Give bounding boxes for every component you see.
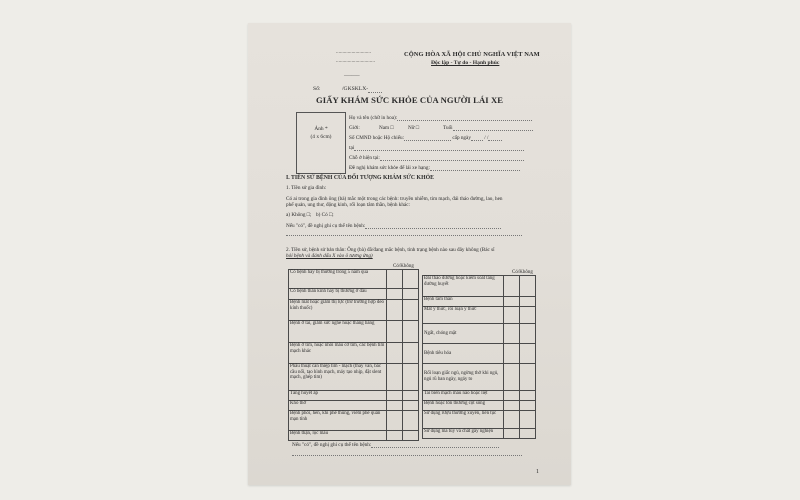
right-column-header: Có/Không [512,270,533,275]
family-history-heading: 1. Tiền sử gia đình: [286,185,327,191]
answer-cell[interactable] [520,401,536,411]
answer-cell[interactable] [387,364,403,391]
personal-history-heading-1: 2. Tiền sử, bệnh sử bản thân: Ông (bà) đã/đang mắc bệnh, tình trạng bệnh nào sau đây không (Bác sĩ [286,247,495,253]
condition-label: Có bệnh thần kinh hay bị thương ở đầu [289,289,387,300]
condition-label: Tăng huyết áp [289,391,387,401]
condition-label: Phẫu thuật can thiệp tim - mạch (thay van, bắc cầu nối, tạo hình mạch, máy tạo nhịp, đặt slent mạch, ghép tim) [289,364,387,391]
document-title: GIẤY KHÁM SỨC KHỎE CỦA NGƯỜI LÁI XE [316,95,504,105]
left-condition-table [288,269,419,441]
answer-cell[interactable] [520,364,536,391]
table-row [423,324,536,344]
answer-cell[interactable] [403,270,419,289]
condition-label: Bệnh tâm thần [423,297,504,307]
gender-female-checkbox[interactable]: Nữ □ [408,125,419,131]
answer-cell[interactable] [403,401,419,411]
condition-label: Sử dụng ma túy và chất gây nghiện [423,429,504,439]
condition-label: Mất ý thức, rối loạn ý thức [423,307,504,324]
name-field[interactable]: Họ và tên (chữ in hoa): [349,115,532,121]
personal-history-heading-2: hỏi bệnh và đánh dấu X vào ô tương ứng) [286,253,373,259]
condition-label: Đái tháo đường hoặc kiểm soát tăng đường huyết [423,276,504,297]
answer-cell[interactable] [504,324,520,344]
answer-cell[interactable] [387,300,403,321]
answer-cell[interactable] [520,276,536,297]
address-field[interactable]: Chỗ ở hiện tại: [349,155,524,161]
answer-cell[interactable] [403,300,419,321]
condition-label: Rối loạn giấc ngủ, ngừng thở khi ngủ, ngủ rũ ban ngày, ngáy to [423,364,504,391]
issued-place-field[interactable]: tại [349,145,524,151]
family-history-yes-checkbox[interactable]: b) Có □; [316,212,334,218]
condition-label: Bệnh phổi, hen, khí phế thũng, viêm phế quản mạn tính [289,411,387,431]
condition-label: Ngất, chóng mặt [423,324,504,344]
license-class-field[interactable]: Đề nghị khám sức khỏe để lái xe hạng: [349,165,520,171]
answer-cell[interactable] [403,391,419,401]
photo-label: Ảnh * [314,126,328,132]
number-label: Số: [313,86,321,92]
answer-cell[interactable] [403,289,419,300]
answer-cell[interactable] [520,391,536,401]
table-row [289,300,419,321]
answer-cell[interactable] [387,401,403,411]
id-number-field[interactable]: Số CMND hoặc Hộ chiếu: cấp ngày / / [349,135,502,141]
condition-label: Bệnh mắt hoặc giảm thị lực (trừ trường hợp đeo kính thuốc) [289,300,387,321]
family-history-extra-line[interactable] [286,235,522,236]
gender-field: Giới: [349,125,360,131]
condition-label: Khó thở [289,401,387,411]
issuer-divider: ______ [344,71,360,77]
answer-cell[interactable] [387,270,403,289]
answer-cell[interactable] [504,401,520,411]
answer-cell[interactable] [387,343,403,364]
gender-male-checkbox[interactable]: Nam □ [379,125,394,131]
answer-cell[interactable] [504,429,520,439]
table-row [423,401,536,411]
condition-label: Bệnh thận, lọc máu [289,431,387,441]
answer-cell[interactable] [403,431,419,441]
table-row [289,401,419,411]
issuer-line-1: ........................... [336,49,372,55]
family-history-disease-field[interactable]: Nếu "có", đề nghị ghi cụ thể tên bệnh: [286,223,501,229]
answer-cell[interactable] [403,343,419,364]
left-column-header: Có/Không [393,264,414,269]
family-history-no-checkbox[interactable]: a) Không □; [286,212,312,218]
condition-label: Bệnh ở tim, hoặc nhồi máu cơ tim, các bệnh tim mạch khác [289,343,387,364]
answer-cell[interactable] [387,431,403,441]
answer-cell[interactable] [520,411,536,429]
condition-label: Bệnh hoặc tổn thương cột sống [423,401,504,411]
table-row [289,270,419,289]
right-condition-table [422,275,536,439]
answer-cell[interactable] [504,297,520,307]
photo-size: (4 x 6cm) [310,134,332,140]
answer-cell[interactable] [403,321,419,343]
issuer-line-2: .............................. [336,58,375,64]
answer-cell[interactable] [504,411,520,429]
table-row [289,321,419,343]
page-number: 1 [536,469,539,475]
answer-cell[interactable] [520,429,536,439]
table-row [289,343,419,364]
number-code: /GKSKLX- [342,86,382,93]
answer-cell[interactable] [520,324,536,344]
section-1-title: I. TIỀN SỬ BỆNH CỦA ĐỐI TƯỢNG KHÁM SỨC KHỎE [286,175,434,181]
answer-cell[interactable] [520,307,536,324]
table-row [423,307,536,324]
answer-cell[interactable] [403,411,419,431]
condition-label: Sử dụng rượu thường xuyên, liên tục [423,411,504,429]
answer-cell[interactable] [504,364,520,391]
condition-label: Tai biến mạch máu não hoặc liệt [423,391,504,401]
personal-history-disease-field[interactable]: Nếu "có", đề nghị ghi cụ thể tên bệnh: [292,442,499,448]
photo-placeholder [296,112,346,174]
answer-cell[interactable] [504,276,520,297]
answer-cell[interactable] [387,321,403,343]
table-row [423,411,536,429]
answer-cell[interactable] [387,391,403,401]
answer-cell[interactable] [387,289,403,300]
table-row [289,364,419,391]
family-history-question-2: phế quản, ung thư, động kinh, rối loạn tâm thần, bệnh khác: [286,202,410,208]
table-row [423,429,536,439]
table-row [423,276,536,297]
table-row [289,289,419,300]
national-motto: Độc lập - Tự do - Hạnh phúc [431,60,500,66]
table-row [289,431,419,441]
table-row [289,391,419,401]
condition-label: Bệnh ở tai, giảm sức nghe hoặc thăng bằng [289,321,387,343]
table-row [423,297,536,307]
answer-cell[interactable] [504,391,520,401]
table-row [423,391,536,401]
condition-label: Có bệnh hay bị thương trong 5 năm qua [289,270,387,289]
health-certificate-page [248,23,571,485]
table-row [423,364,536,391]
answer-cell[interactable] [520,297,536,307]
answer-cell[interactable] [504,307,520,324]
answer-cell[interactable] [520,344,536,364]
answer-cell[interactable] [504,344,520,364]
age-field[interactable]: Tuổi [443,125,533,131]
nation-heading: CỘNG HÒA XÃ HỘI CHỦ NGHĨA VIỆT NAM [404,51,540,58]
personal-history-extra-line[interactable] [292,455,522,456]
table-row [423,344,536,364]
family-history-question-1: Có ai trong gia đình ông (bà) mắc một trong các bệnh: truyền nhiễm, tim mạch, đái tháo đường, lao, hen [286,196,503,202]
table-row [289,411,419,431]
answer-cell[interactable] [387,411,403,431]
answer-cell[interactable] [403,364,419,391]
condition-label: Bệnh tiêu hóa [423,344,504,364]
